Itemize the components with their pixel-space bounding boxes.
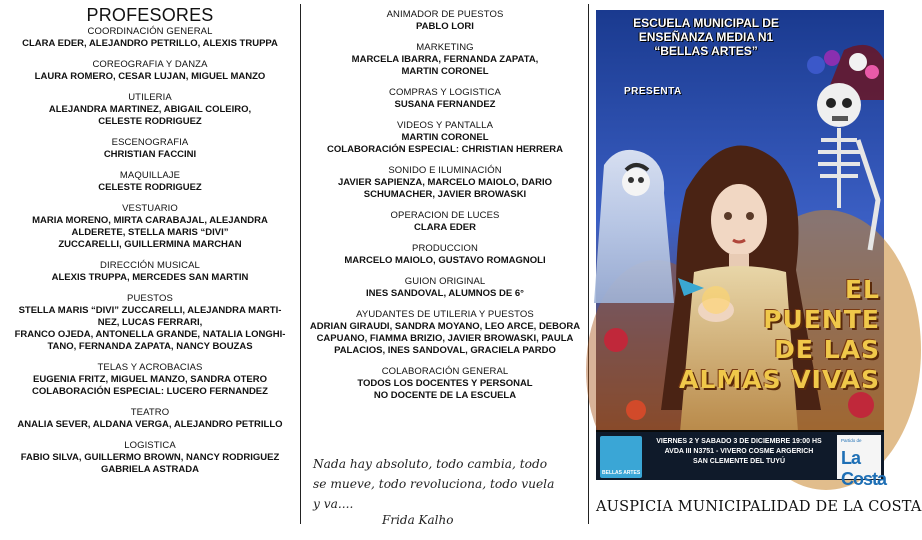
- credit-role: MAQUILLAJE: [119, 170, 181, 181]
- credit-role: LOGISTICA: [124, 440, 176, 451]
- credit-names-line: ALDERETE, STELLA MARIS “DIVI”: [71, 227, 229, 238]
- credit-names: [302, 21, 588, 33]
- credit-names-line: TODOS LOS DOCENTES Y PERSONAL: [357, 378, 533, 389]
- credit-names-line: CELESTE RODRIGUEZ: [98, 182, 202, 193]
- poster-title-line: DE LAS: [774, 335, 880, 364]
- credit-section: [0, 170, 300, 194]
- column-divider: [300, 4, 301, 524]
- credit-names-line: CLARA EDER: [414, 222, 476, 233]
- credit-role: PRODUCCION: [412, 243, 478, 254]
- credit-names: [302, 321, 588, 357]
- credit-names-line: JAVIER SAPIENZA, MARCELO MAIOLO, DARIO: [337, 177, 553, 188]
- credit-section: [302, 165, 588, 201]
- credits-heading: PROFESORES: [86, 5, 214, 25]
- credit-role: DIRECCIÓN MUSICAL: [100, 260, 200, 271]
- poster-info-line: VIERNES 2 Y SABADO 3 DE DICIEMBRE 19:00 HS: [656, 438, 822, 445]
- credit-names: [302, 288, 588, 300]
- credit-section: [302, 210, 588, 234]
- credit-section: [302, 276, 588, 300]
- municipality-logo-small: Partido de: [841, 438, 862, 443]
- credit-names: [302, 54, 588, 78]
- credit-names: [0, 419, 300, 431]
- poster-play-title: [648, 275, 880, 395]
- credit-section: [0, 407, 300, 431]
- poster-presenta: PRESENTA: [624, 86, 682, 97]
- quote-line: y va....: [313, 497, 354, 511]
- quote-line: Nada hay absoluto, todo cambia, todo: [313, 457, 548, 471]
- credit-names-line: SCHUMACHER, JAVIER BROWASKI: [363, 189, 527, 200]
- credit-names: [302, 177, 588, 201]
- credit-names: [0, 182, 300, 194]
- credit-names-line: CLARA EDER, ALEJANDRO PETRILLO, ALEXIS TRUPPA: [22, 38, 278, 49]
- credits-list-left: [0, 26, 300, 476]
- credit-names: [0, 215, 300, 251]
- event-poster: [596, 10, 887, 489]
- credit-role: OPERACION DE LUCES: [390, 210, 500, 221]
- credit-role: PUESTOS: [127, 293, 173, 304]
- credit-names-line: TANO, FERNANDA ZAPATA, NANCY BOUZAS: [47, 341, 253, 352]
- poster-title-line: PUENTE: [763, 305, 880, 334]
- credit-names-line: MARTIN CORONEL: [401, 132, 489, 143]
- credit-names-line: CELESTE RODRIGUEZ: [98, 116, 202, 127]
- credit-names: [0, 452, 300, 476]
- credit-names-line: ANALIA SEVER, ALDANA VERGA, ALEJANDRO PETRILLO: [17, 419, 283, 430]
- credit-section: [302, 87, 588, 111]
- credit-names-line: CAPUANO, FIAMMA BRIZIO, JAVIER BROWASKI, PAULA: [316, 333, 574, 344]
- credit-section: [0, 59, 300, 83]
- column-divider: [588, 4, 589, 524]
- credits-column-left: [0, 0, 300, 540]
- credit-names-line: SUSANA FERNANDEZ: [394, 99, 496, 110]
- credit-names-line: FRANCO OJEDA, ANTONELLA GRANDE, NATALIA LONGHI-: [14, 329, 286, 340]
- credit-names-line: ADRIAN GIRAUDI, SANDRA MOYANO, LEO ARCE, DEBORA: [309, 321, 581, 332]
- credits-list-right: [302, 9, 588, 402]
- credit-section: [0, 92, 300, 128]
- credit-role: MARKETING: [416, 42, 474, 53]
- poster-footer: [596, 430, 887, 489]
- credit-names: [302, 222, 588, 234]
- credit-names-line: NEZ, LUCAS FERRARI,: [97, 317, 203, 328]
- credit-role: COREOGRAFIA Y DANZA: [92, 59, 208, 70]
- credit-names: [302, 99, 588, 111]
- credit-section: [0, 260, 300, 284]
- poster-school-line: ESCUELA MUNICIPAL DE: [633, 16, 779, 30]
- credit-names: [302, 132, 588, 156]
- credit-role: VESTUARIO: [122, 203, 178, 214]
- credit-names-line: PABLO LORI: [416, 21, 474, 32]
- credit-section: [302, 9, 588, 33]
- credit-section: [302, 243, 588, 267]
- credit-names: [302, 255, 588, 267]
- credit-section: [0, 137, 300, 161]
- credit-names-line: ALEXIS TRUPPA, MERCEDES SAN MARTIN: [51, 272, 249, 283]
- credit-names-line: PALACIOS, INES SANDOVAL, GRACIELA PARDO: [334, 345, 556, 356]
- credit-names-line: STELLA MARIS “DIVI” ZUCCARELLI, ALEJANDRA MARTI-: [18, 305, 282, 316]
- credit-role: ESCENOGRAFIA: [111, 137, 189, 148]
- credit-section: [0, 203, 300, 251]
- credit-names: [0, 272, 300, 284]
- credit-names-line: ZUCCARELLI, GUILLERMINA MARCHAN: [58, 239, 242, 250]
- credit-names-line: MARIA MORENO, MIRTA CARABAJAL, ALEJANDRA: [32, 215, 268, 226]
- credit-names-line: GABRIELA ASTRADA: [101, 464, 199, 475]
- municipality-logo-name: La Costa: [841, 448, 887, 489]
- municipality-logo: [837, 435, 887, 489]
- quote-line: se mueve, todo revoluciona, todo vuela: [313, 477, 555, 491]
- credit-role: COORDINACIÓN GENERAL: [87, 26, 213, 37]
- sponsor-text: AUSPICIA MUNICIPALIDAD DE LA COSTA: [596, 499, 922, 515]
- credit-section: [302, 42, 588, 78]
- credit-section: [302, 120, 588, 156]
- credit-names-line: MARTIN CORONEL: [401, 66, 489, 77]
- credit-section: [302, 366, 588, 402]
- credit-names-line: MARCELO MAIOLO, GUSTAVO ROMAGNOLI: [344, 255, 546, 266]
- credit-role: TEATRO: [130, 407, 170, 418]
- quote-author: Frida Kalho: [382, 513, 454, 527]
- credit-role: TELAS Y ACROBACIAS: [97, 362, 203, 373]
- poster-title-line: EL: [844, 275, 880, 304]
- credit-names-line: FABIO SILVA, GUILLERMO BROWN, NANCY RODRIGUEZ: [20, 452, 280, 463]
- poster-artwork: [596, 10, 884, 480]
- quote: [313, 454, 588, 514]
- credit-role: AYUDANTES DE UTILERIA Y PUESTOS: [356, 309, 534, 320]
- poster-info-line: SAN CLEMENTE DEL TUYÚ: [692, 458, 786, 465]
- poster-school-line: ENSEÑANZA MEDIA N1: [638, 30, 774, 44]
- credit-names: [0, 374, 300, 398]
- credit-names: [0, 71, 300, 83]
- credit-names: [0, 149, 300, 161]
- credit-names: [302, 378, 588, 402]
- poster-school-line: “BELLAS ARTES”: [654, 44, 758, 58]
- credit-section: [302, 309, 588, 357]
- credit-names-line: CHRISTIAN FACCINI: [103, 149, 197, 160]
- credit-section: [0, 26, 300, 50]
- credit-role: VIDEOS Y PANTALLA: [396, 120, 494, 131]
- poster-info-line: AVDA III N3751 - VIVERO COSME ARGERICH: [664, 448, 814, 455]
- credit-role: COMPRAS Y LOGISTICA: [389, 87, 501, 98]
- credit-section: [0, 362, 300, 398]
- credit-role: COLABORACIÓN GENERAL: [381, 366, 509, 377]
- credit-role: ANIMADOR DE PUESTOS: [386, 9, 504, 20]
- credit-names-line: MARCELA IBARRA, FERNANDA ZAPATA,: [351, 54, 539, 65]
- poster-title-line: ALMAS VIVAS: [679, 365, 880, 394]
- poster-event-info: [644, 437, 834, 467]
- school-logo: [600, 436, 642, 478]
- credit-names-line: ALEJANDRA MARTINEZ, ABIGAIL COLEIRO,: [48, 104, 252, 115]
- credit-names: [0, 104, 300, 128]
- poster-school-name: [606, 16, 806, 58]
- credit-names-line: COLABORACIÓN ESPECIAL: LUCERO FERNANDEZ: [32, 386, 268, 397]
- credit-names-line: INES SANDOVAL, ALUMNOS DE 6°: [366, 288, 524, 299]
- credit-names: [0, 305, 300, 353]
- credit-names-line: NO DOCENTE DE LA ESCUELA: [373, 390, 517, 401]
- credit-section: [0, 293, 300, 353]
- credit-names-line: LAURA ROMERO, CESAR LUJAN, MIGUEL MANZO: [34, 71, 266, 82]
- credit-names: [0, 38, 300, 50]
- credit-role: UTILERIA: [128, 92, 172, 103]
- credit-names-line: COLABORACIÓN ESPECIAL: CHRISTIAN HERRERA: [327, 144, 563, 155]
- credit-names-line: EUGENIA FRITZ, MIGUEL MANZO, SANDRA OTERO: [33, 374, 267, 385]
- credit-section: [0, 440, 300, 476]
- credit-role: SONIDO E ILUMINACIÓN: [388, 165, 502, 176]
- school-logo-text: BELLAS ARTES: [602, 470, 641, 476]
- credit-role: GUION ORIGINAL: [404, 276, 486, 287]
